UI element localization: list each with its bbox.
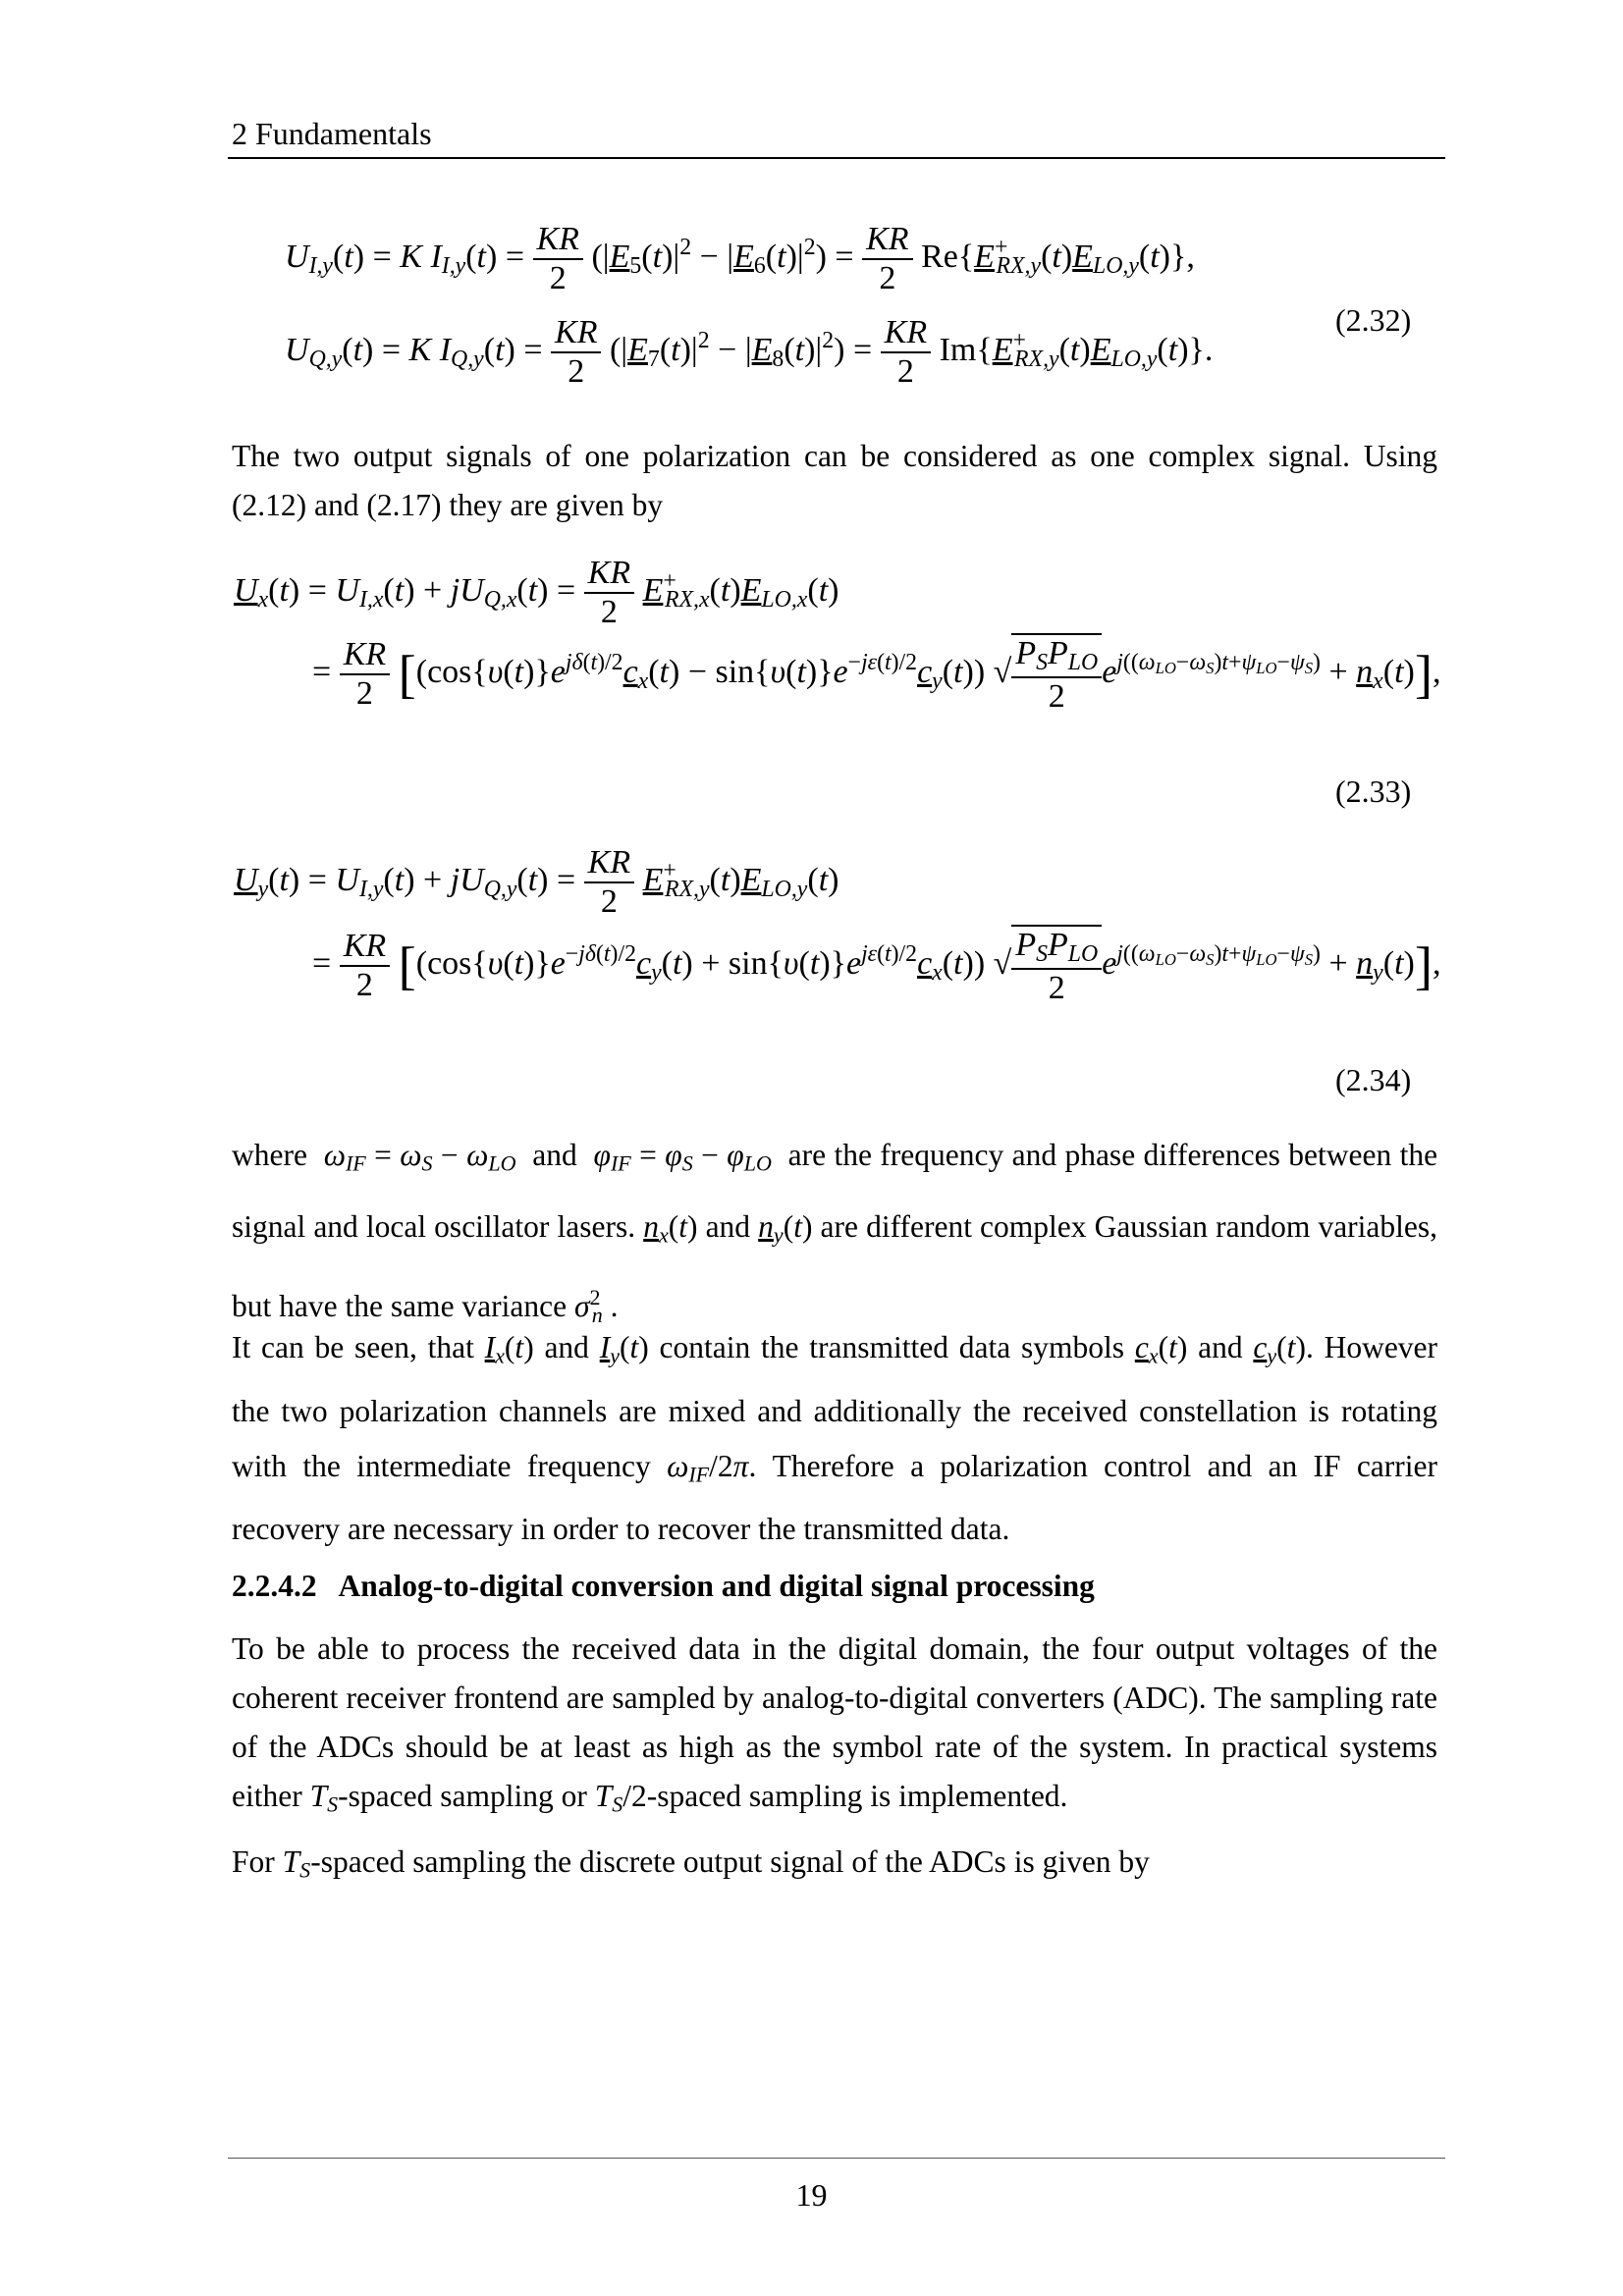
p3-and-1: and: [544, 1330, 589, 1364]
equation-2-33-line-1: [234, 555, 839, 631]
section-heading: [232, 1569, 1095, 1604]
equation-2-32-line-1: [285, 221, 1195, 297]
equation-2-32-line-2: [285, 314, 1213, 391]
p4-half-spaced: /2-spaced sampling is implemented.: [622, 1779, 1068, 1813]
p3-therefore: . Therefore a polarization control and an IF carrier recovery are necessary in order to recover the transmitted data.: [232, 1448, 1437, 1546]
eq-2-32-line1-render: $U_{I,y}(t) = K$ $I_{I,y}(t)$ = $\frac{KR}{2}$ $(|E_5(t)|^2 - |E_6(t)|^2)$ = $\frac{KR}{2}$ $Re\{E^+_{RX,y}(t)E_{LO,y}(t)\}$,: [285, 221, 1195, 296]
equation-number-2-32: (2.32): [1335, 302, 1412, 338]
p3-and-2: and: [1198, 1330, 1243, 1364]
eq-2-33-line2-render: = $\frac{KR}{2}$ [$(\cos\{\upsilon(t)\}e^{j\delta(t)/2}c_x(t) - \sin\{\upsilon(t)\}e^{-j\varepsilon(t)/2}c_y(t))$ √ $\frac{P_SP_{LO}}{2}$ $e^{j((\omega_{LO}-\omega_S)t+\psi_{LO}-\psi_S)} + n_x(t)$],: [312, 635, 1441, 715]
p3-intro: It can be seen, that: [232, 1330, 474, 1364]
paragraph-4: [232, 1625, 1437, 1830]
p4-spaced: -spaced sampling or: [338, 1779, 587, 1813]
eq-2-34-line2-render: = $\frac{KR}{2}$ [$(\cos\{\upsilon(t)\}e^{-j\delta(t)/2}c_y(t) + \sin\{\upsilon(t)\}e^{j\varepsilon(t)/2}c_x(t))$ √ $\frac{P_SP_{LO}}{2}$ $e^{j((\omega_{LO}-\omega_S)t+\psi_{LO}-\psi_S)} + n_y(t)$],: [312, 927, 1441, 1006]
paragraph-1-text: The two output signals of one polarization can be considered as one complex signal. Using (2.12) and (2.17) they are given by: [232, 439, 1437, 522]
running-header: 2 Fundamentals: [232, 116, 432, 151]
p3-contain: contain the transmitted data symbols: [659, 1330, 1125, 1364]
paragraph-4-text: To be able to process the received data in the digital domain, the four output voltages of the coherent receiver frontend are sampled by analog-to-digital converters (ADC). The sampling rate of the ADCs should be at least as high as the symbol rate of the system. In practical systems either $T_S$-spaced sampling or $T_S/2$-spaced sampling is implemented.: [232, 1631, 1437, 1817]
section-title: Analog-to-digital conversion and digital signal processing: [338, 1569, 1095, 1603]
p2-and-1: and: [532, 1138, 577, 1172]
paragraph-5: [232, 1838, 1437, 1896]
equation-number-2-34: (2.34): [1335, 1062, 1412, 1097]
paragraph-5-text: For $T_S$-spaced sampling the discrete output signal of the ADCs is given by: [232, 1844, 1150, 1883]
paragraph-2: [232, 1124, 1437, 1347]
paragraph-2-text: where $\omega_{IF} = \omega_S - \omega_{LO}$ and $\varphi_{IF} = \varphi_S - \varphi_{LO}$ are the frequency and phase differences between the signal and local oscillator lasers. $n_x(t)$ and $n_y(t)$ are different complex Gaussian random variables, but have the same variance $\sigma^2_n$ .: [232, 1138, 1438, 1327]
eq-2-32-line2-render: $U_{Q,y}(t) = K$ $I_{Q,y}(t)$ = $\frac{KR}{2}$ $(|E_7(t)|^2 - |E_8(t)|^2)$ = $\frac{KR}{2}$ $Im\{E^+_{RX,y}(t)E_{LO,y}(t)\}$.: [285, 314, 1214, 390]
p2-where: where: [232, 1138, 307, 1172]
p2-frequency-phase: are the frequency and phase differences between the signal and local oscillator lasers.: [232, 1138, 1438, 1244]
equation-2-34-line-1: [234, 844, 839, 921]
p4-main: To be able to process the received data in the digital domain, the four output voltages of the coherent receiver frontend are sampled by analog-to-digital converters (ADC). The sampling rate of the ADCs should be at least as high as the symbol rate of the system. In practical systems either: [232, 1631, 1437, 1813]
p2-gaussian: are different complex Gaussian random variables, but have the same variance: [232, 1208, 1438, 1324]
paragraph-1: [232, 432, 1437, 530]
paragraph-3: [232, 1320, 1437, 1557]
footer-rule: [228, 2158, 1445, 2159]
header-rule: [228, 157, 1445, 159]
page-number: 19: [795, 2177, 828, 2213]
p2-and-2: and: [705, 1208, 751, 1244]
p5-for: For: [232, 1844, 275, 1879]
equation-number-2-33: (2.33): [1335, 774, 1412, 809]
paragraph-3-text: It can be seen, that $I_x(t)$ and $I_y(t)$ contain the transmitted data symbols $c_x(t)$ and $c_y(t)$. However the two polarization channels are mixed and additionally the received constellation is rotating with the intermediate frequency $\omega_{IF}/2\pi$. Therefore a polarization control and an IF carrier recovery are necessary in order to recover the transmitted data.: [232, 1330, 1438, 1546]
p5-rest: -spaced sampling the discrete output signal of the ADCs is given by: [310, 1844, 1150, 1879]
section-number: 2.2.4.2: [232, 1569, 317, 1603]
eq-2-33-line1-render: $U_x(t) = U_{I,x}(t) + jU_{Q,x}(t)$ = $\frac{KR}{2}$ $E^+_{RX,x}(t)E_{LO,x}(t)$: [234, 555, 839, 630]
equation-2-33-line-2: [312, 633, 1440, 716]
equation-2-34-line-2: [312, 925, 1440, 1007]
eq-2-34-line1-render: $U_y(t) = U_{I,y}(t) + jU_{Q,y}(t)$ = $\frac{KR}{2}$ $E^+_{RX,y}(t)E_{LO,y}(t)$: [234, 844, 839, 920]
p3-however: . However the two polarization channels are mixed and additionally the received constellation is rotating with the intermediate frequency: [232, 1330, 1438, 1483]
